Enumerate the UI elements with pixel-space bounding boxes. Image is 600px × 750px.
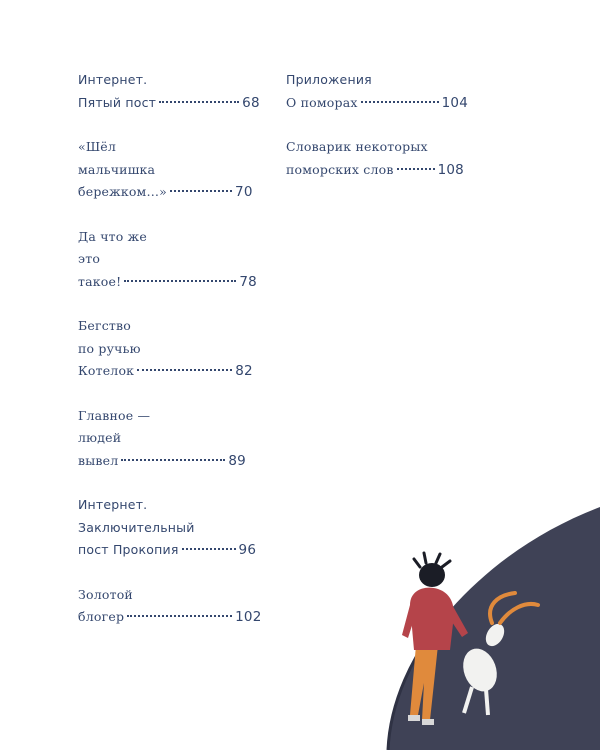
toc-dot-leader [121, 459, 225, 461]
toc-entry-line [286, 92, 486, 115]
toc-dot-leader [170, 190, 232, 192]
toc-entry-title: Заключительный [78, 519, 195, 535]
toc-entry-title: по ручью [78, 340, 141, 356]
toc-entry-title: Котелок [78, 363, 135, 378]
toc-entry-line [78, 405, 268, 428]
toc-entry-line [78, 539, 268, 562]
boy-with-goat-illustration [380, 505, 600, 750]
toc-entry [78, 226, 268, 294]
toc-entry-title: поморских слов [286, 161, 394, 177]
toc-entry-title: Приложения [286, 72, 372, 87]
toc-left-column [78, 69, 268, 651]
toc-page-number: 82 [235, 363, 253, 379]
toc-entry-title: это [78, 251, 101, 266]
toc-entry-line [78, 494, 268, 517]
toc-entry [78, 584, 268, 629]
toc-entry-title: Бегство [78, 318, 132, 333]
toc-entry-line [286, 136, 486, 159]
toc-entry [78, 405, 268, 473]
toc-entry-title: мальчишка [78, 161, 156, 177]
toc-entry-title: «Шёл [78, 139, 117, 154]
toc-page-number: 78 [239, 273, 257, 290]
toc-entry-line [78, 248, 268, 271]
toc-page-number: 104 [441, 94, 469, 111]
toc-page-number: 96 [238, 542, 257, 558]
toc-entry-line [286, 69, 486, 92]
toc-entry [78, 136, 268, 204]
toc-dot-leader [127, 615, 232, 617]
toc-entry-title: бережком…» [78, 184, 168, 199]
toc-right-column [286, 69, 486, 203]
toc-dot-leader [361, 101, 439, 103]
toc-entry-line [78, 315, 268, 338]
toc-entry-title: людей [78, 430, 122, 445]
toc-entry-title: О поморах [286, 94, 358, 110]
toc-entry-line [78, 584, 268, 607]
toc-entry-line [78, 271, 268, 294]
toc-entry-line [78, 136, 268, 159]
toc-entry-line [78, 92, 268, 115]
toc-entry-line [78, 517, 268, 540]
toc-entry [286, 136, 486, 181]
toc-entry-title: Пятый пост [78, 94, 157, 110]
toc-dot-leader [124, 280, 236, 282]
toc-entry-line [286, 159, 486, 182]
toc-dot-leader [159, 101, 239, 103]
toc-dot-leader [137, 369, 232, 371]
toc-entry-title: Да что же [78, 228, 147, 244]
toc-entry-title: Интернет. [78, 497, 148, 512]
toc-page-number: 89 [228, 452, 246, 469]
toc-entry-line [78, 181, 268, 204]
toc-entry-line [78, 606, 268, 629]
toc-entry [286, 69, 486, 114]
toc-entry-title: Золотой [78, 586, 133, 602]
toc-entry-line [78, 450, 268, 473]
toc-entry [78, 69, 268, 114]
toc-entry-title: Главное — [78, 407, 151, 423]
toc-entry [78, 315, 268, 383]
toc-page-number: 68 [242, 94, 260, 111]
toc-entry-title: Интернет. [78, 72, 148, 87]
toc-entry-title: такое! [78, 273, 122, 289]
toc-page-number: 70 [235, 184, 253, 200]
toc-entry-line [78, 427, 268, 450]
toc-entry-title: вывел [78, 452, 119, 468]
toc-entry-line [78, 159, 268, 182]
toc-entry-line [78, 360, 268, 383]
toc-entry-line [78, 338, 268, 361]
toc-page-number: 102 [235, 609, 262, 625]
toc-entry-title: блогер [78, 609, 125, 624]
toc-entry-line [78, 226, 268, 249]
toc-entry-title: Словарик некоторых [286, 139, 428, 154]
toc-entry [78, 494, 268, 562]
toc-dot-leader [397, 168, 435, 170]
toc-entry-line [78, 69, 268, 92]
toc-page-number: 108 [437, 161, 464, 178]
toc-entry-title: пост Прокопия [78, 542, 179, 557]
toc-dot-leader [182, 548, 236, 550]
